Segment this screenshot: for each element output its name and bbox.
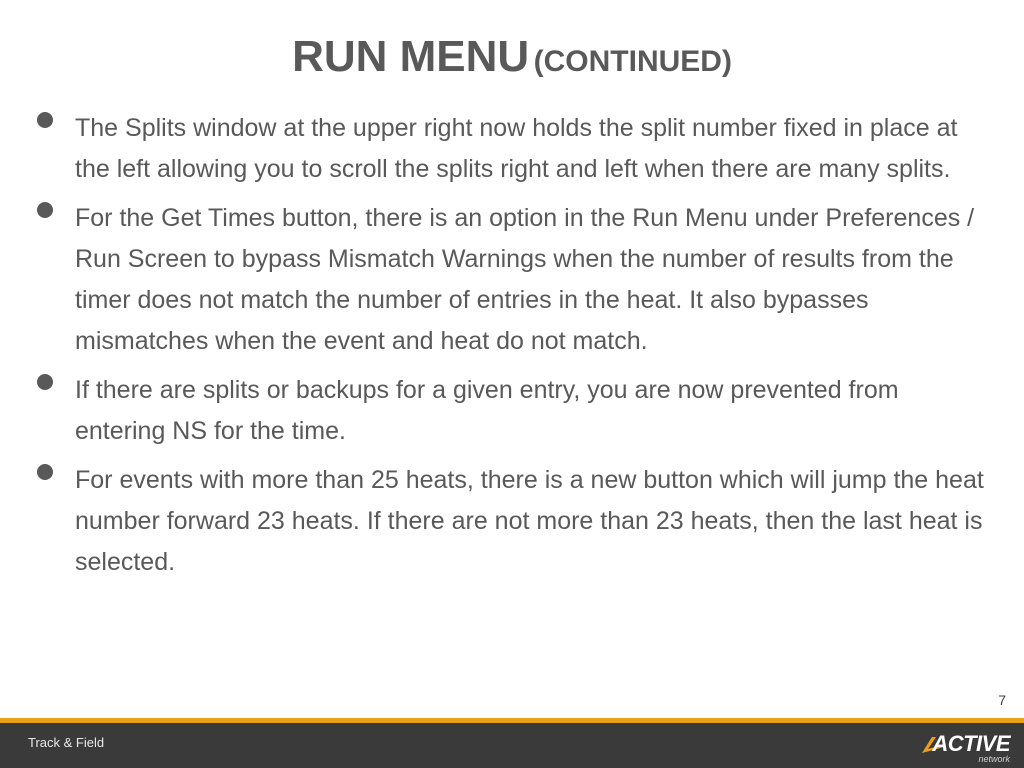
title-subtitle: (CONTINUED) bbox=[533, 45, 732, 78]
bullet-item bbox=[0, 108, 1024, 190]
footer-accent-line bbox=[0, 718, 1024, 723]
bullet-text: The Splits window at the upper right now holds the split number fixed in place at the left allowing you to scroll the splits right and left when there are many splits. bbox=[75, 114, 958, 183]
bullet-text: For the Get Times button, there is an option in the Run Menu under Preferences / Run Screen to bypass Mismatch Warnings when the number of results from the timer does not match the number of entries in the heat. It also bypasses mismatches when the event and heat do not match. bbox=[75, 204, 975, 355]
bullet-item bbox=[0, 460, 1024, 583]
bullet-item bbox=[0, 198, 1024, 362]
page-number: 7 bbox=[998, 692, 1006, 708]
bullet-dot-icon bbox=[37, 374, 53, 390]
slide-title bbox=[0, 32, 1024, 82]
bullet-dot-icon bbox=[37, 112, 53, 128]
bullet-dot-icon bbox=[37, 464, 53, 480]
title-main: RUN MENU bbox=[292, 32, 530, 81]
bullet-text: For events with more than 25 heats, there is a new button which will jump the heat number forward 23 heats. If there are not more than 23 heats, then the last heat is selected. bbox=[75, 466, 984, 576]
logo-wordmark: ACTIVE bbox=[932, 731, 1010, 756]
logo-subtext: network bbox=[978, 754, 1010, 764]
bullet-text: If there are splits or backups for a given entry, you are now prevented from entering NS for the time. bbox=[75, 376, 899, 445]
footer-label: Track & Field bbox=[28, 735, 105, 750]
bullet-list bbox=[0, 108, 1024, 591]
active-network-logo bbox=[920, 731, 1010, 767]
bullet-item bbox=[0, 370, 1024, 452]
footer-bar bbox=[0, 718, 1024, 768]
bullet-dot-icon bbox=[37, 202, 53, 218]
